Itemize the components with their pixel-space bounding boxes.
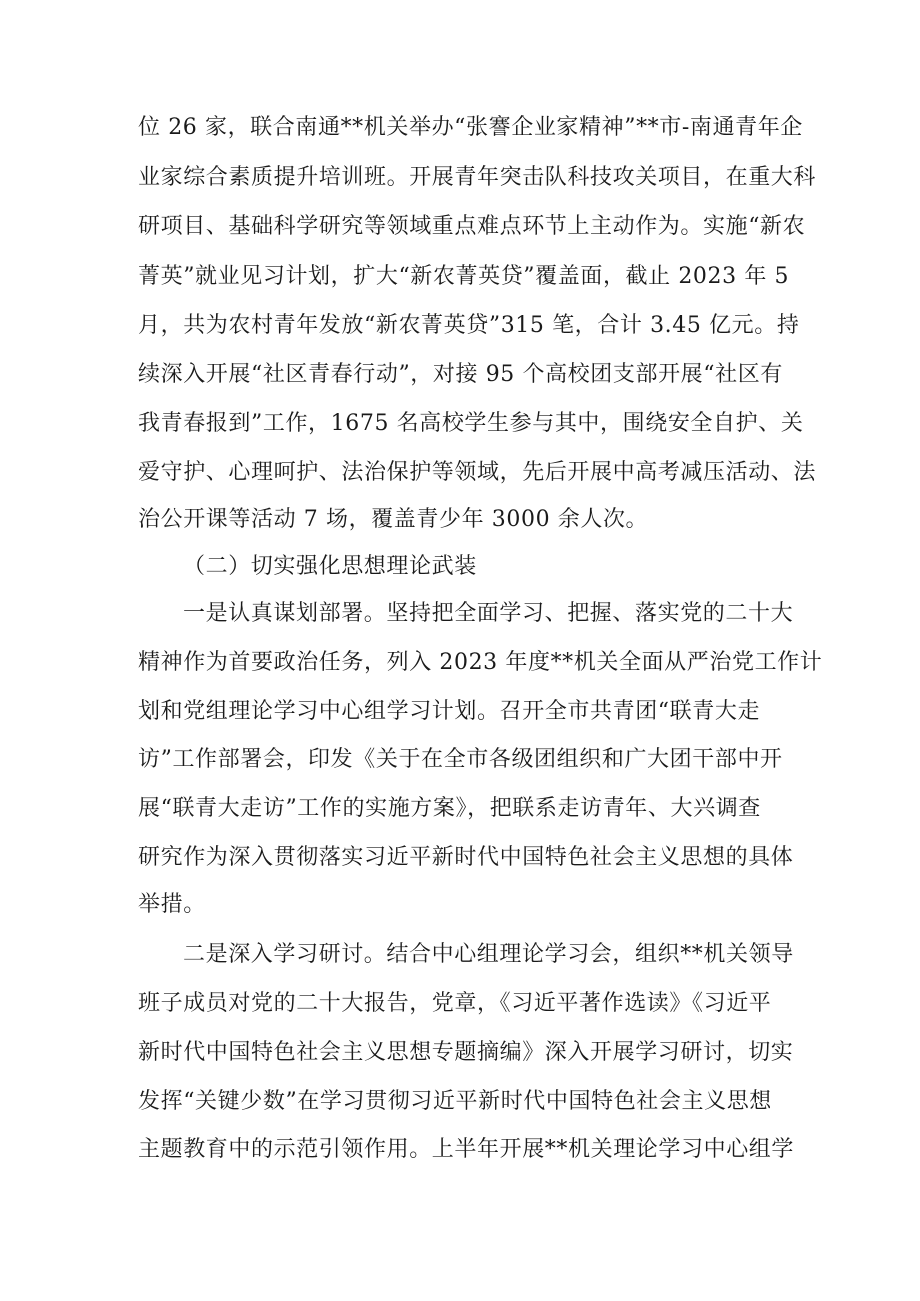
body-text-line: 爱守护、心理呵护、法治保护等领域，先后开展中高考减压活动、法 bbox=[138, 460, 817, 485]
body-text-line: 菁英”就业见习计划，扩大“新农菁英贷”覆盖面，截止 2023 年 5 bbox=[138, 264, 790, 289]
body-text-line: 班子成员对党的二十大报告，党章，《习近平著作选读》《习近平 bbox=[138, 991, 772, 1016]
body-text-line: 研项目、基础科学研究等领域重点难点环节上主动作为。实施“新农 bbox=[138, 214, 806, 239]
body-text-line: 主题教育中的示范引领作用。上半年开展**机关理论学习中心组学 bbox=[138, 1137, 795, 1162]
body-text-line: 我青春报到”工作，1675 名高校学生参与其中，围绕安全自护、关 bbox=[138, 411, 804, 436]
body-text-line: 业家综合素质提升培训班。开展青年突击队科技攻关项目，在重大科 bbox=[138, 165, 817, 190]
body-text-line: 一是认真谋划部署。坚持把全面学习、把握、落实党的二十大 bbox=[183, 601, 794, 626]
body-text-line: 治公开课等活动 7 场，覆盖青少年 3000 余人次。 bbox=[138, 507, 649, 532]
body-text-line: 二是深入学习研讨。结合中心组理论学习会，组织**机关领导 bbox=[183, 942, 794, 967]
section-heading: （二）切实强化思想理论武装 bbox=[183, 554, 477, 579]
body-text-line: 月，共为农村青年发放“新农菁英贷”315 笔，合计 3.45 亿元。持 bbox=[138, 313, 800, 338]
body-text-line: 举措。 bbox=[138, 892, 206, 917]
body-text-line: 划和党组理论学习中心组学习计划。召开全市共青团“联青大走 bbox=[138, 699, 761, 724]
body-text-line: 访”工作部署会，印发《关于在全市各级团组织和广大团干部中开 bbox=[138, 747, 783, 772]
body-text-line: 展“联青大走访”工作的实施方案》，把联系走访青年、大兴调查 bbox=[138, 796, 761, 821]
body-text-line: 位 26 家，联合南通**机关举办“张謇企业家精神”**市-南通青年企 bbox=[138, 115, 803, 140]
body-text-line: 发挥“关键少数”在学习贯彻习近平新时代中国特色社会主义思想 bbox=[138, 1089, 772, 1114]
body-text-line: 续深入开展“社区青春行动”，对接 95 个高校团支部开展“社区有 bbox=[138, 362, 783, 387]
body-text-line: 新时代中国特色社会主义思想专题摘编》深入开展学习研讨，切实 bbox=[138, 1040, 794, 1065]
body-text-line: 研究作为深入贯彻落实习近平新时代中国特色社会主义思想的具体 bbox=[138, 845, 794, 870]
body-text-line: 精神作为首要政治任务，列入 2023 年度**机关全面从严治党工作计 bbox=[138, 650, 823, 675]
